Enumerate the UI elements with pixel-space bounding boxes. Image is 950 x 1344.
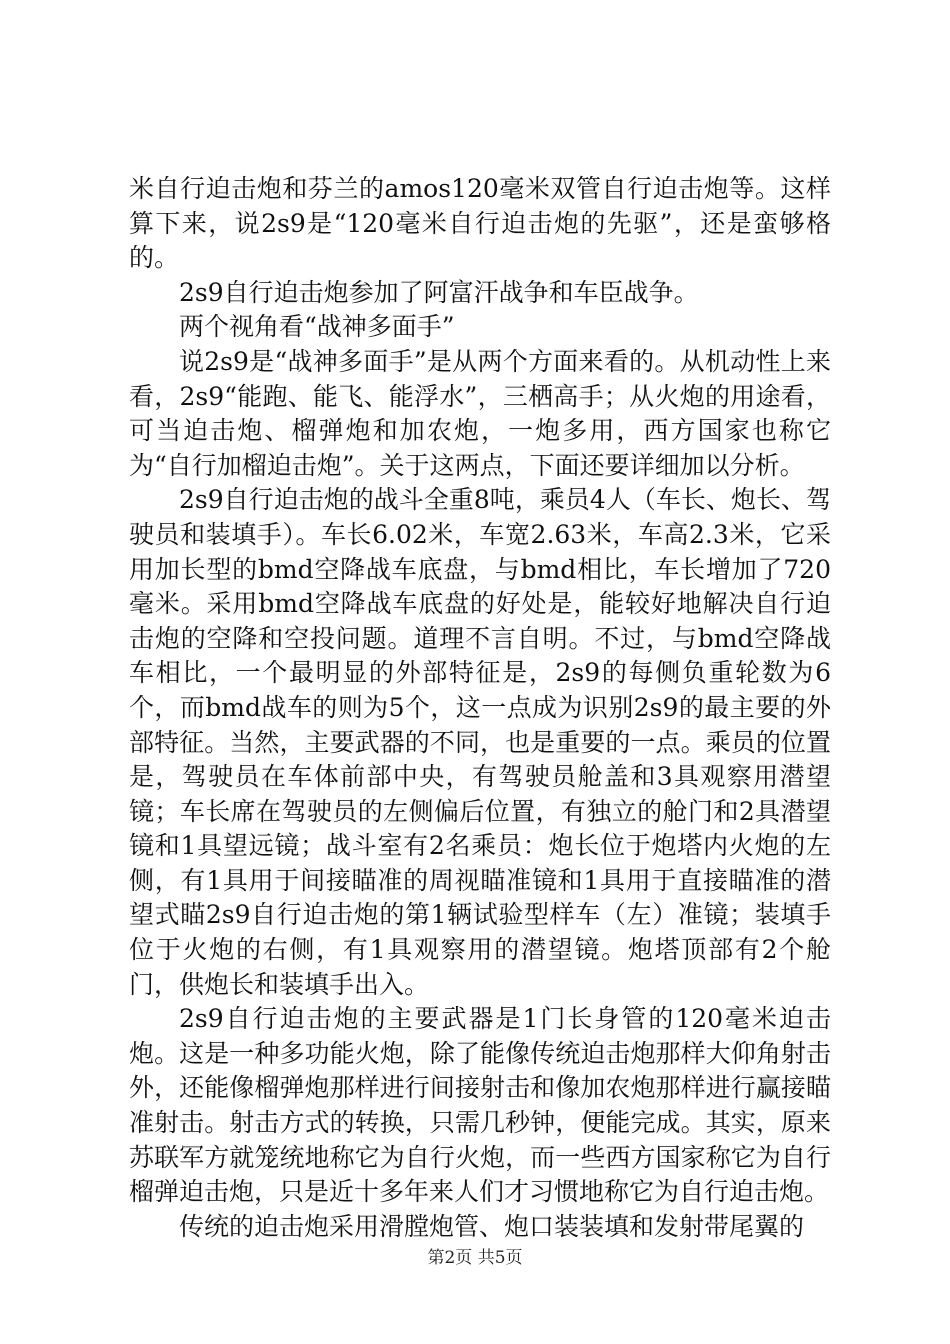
paragraph-2: 2s9自行迫击炮参加了阿富汗战争和车臣战争。 [179, 277, 699, 307]
paragraph-4: 2s9自行迫击炮的战斗全重8吨，乘员4人（车长、炮长、驾驶员和装填手）。车长6.02米，车宽2.63米，车高2.3米，它采用加长型的bmd空降战车底盘，与bmd相比，车长增加了720毫米。采用bmd空降战车底盘的好处是，能较好地解决自行迫击炮的空降和空投问题。道理不言自明。不过，与bmd空降战车相比，一个最明显的外部特征是，2s9的每侧负重轮数为6个，而bmd战车的则为5个，这一点成为识别2s9的最主要的外部特征。当然，主要武器的不同，也是重要的一点。乘员的位置是，驾驶员在车体前部中央，有驾驶员舱盖和3具观察用潜望镜；车长席在驾驶员的左侧偏后位置，有独立的舱门和2具潜望镜和1具望远镜；战斗室有2名乘员：炮长位于炮塔内火炮的左侧，有1具用于间接瞄准的周视瞄准镜和1具用于直接瞄准的潜望式瞄2s9自行迫击炮的第1辆试验型样车（左）准镜；装填手位于火炮的右侧，有1具观察用的潜望镜。炮塔顶部有2个舱门，供炮长和装填手出入。 [129, 485, 831, 999]
document-body [129, 172, 831, 1244]
section-heading: 两个视角看“战神多面手” [179, 312, 455, 342]
page-number-footer: 第2页 共5页 [427, 1248, 523, 1268]
paragraph-1: 米自行迫击炮和芬兰的amos120毫米双管自行迫击炮等。这样算下来，说2s9是“120毫米自行迫击炮的先驱”，还是蛮够格的。 [129, 174, 831, 273]
paragraph-5: 2s9自行迫击炮的主要武器是1门长身管的120毫米迫击炮。这是一种多功能火炮，除了能像传统迫击炮那样大仰角射击外，还能像榴弹炮那样进行间接射击和像加农炮那样进行赢接瞄准射击。射击方式的转换，只需几秒钟，便能完成。其实，原来苏联军方就笼统地称它为自行火炮，而一些西方国家称它为自行榴弹迫击炮，只是近十多年来人们才习惯地称它为自行迫击炮。 [129, 1004, 831, 1207]
paragraph-6: 传统的迫击炮采用滑膛炮管、炮口装装填和发射带尾翼的 [179, 1211, 805, 1241]
paragraph-3: 说2s9是“战神多面手”是从两个方面来看的。从机动性上来看，2s9“能跑、能飞、能浮水”，三栖高手；从火炮的用途看，可当迫击炮、榴弹炮和加农炮，一炮多用，西方国家也称它为“自行加榴迫击炮”。关于这两点，下面还要详细加以分析。 [129, 346, 831, 480]
